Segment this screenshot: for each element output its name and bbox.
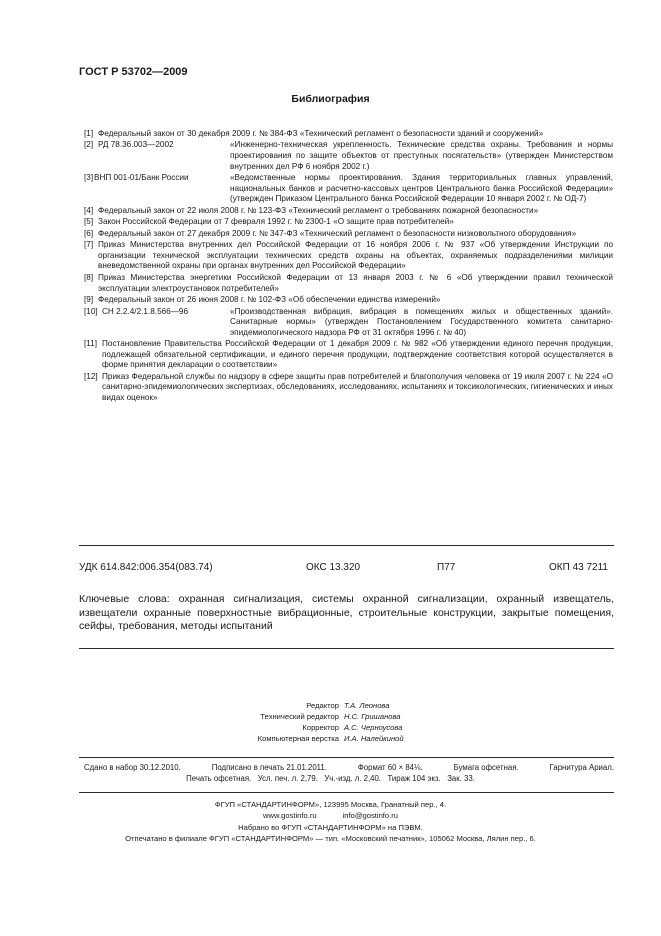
entry-number: [3] bbox=[84, 173, 94, 183]
bibliography-entry bbox=[84, 129, 613, 140]
udk-code: УДК 614.842:006.354(083.74) bbox=[79, 562, 213, 573]
print-info-line: Печать офсетная. Усл. печ. л. 2,79. Уч.-изд. л. 2,40. Тираж 104 экз. Зак. 33. bbox=[186, 774, 475, 783]
entry-code: РД 78.36.003—2002 bbox=[98, 140, 174, 150]
entry-number: [12] bbox=[84, 371, 98, 381]
publisher-address: ФГУП «СТАНДАРТИНФОРМ», 123995 Москва, Гранатный пер., 4. bbox=[214, 800, 447, 809]
bibliography-entry bbox=[84, 372, 613, 404]
staff-row bbox=[0, 733, 661, 744]
divider bbox=[79, 792, 614, 793]
keywords: Ключевые слова: охранная сигнализация, системы охранной сигнализации, охранный извещатель, извещатели охранные поверхностные вибрационные, строительные конструкции, закрытые помещения, сейфы, требования, методы испытаний bbox=[79, 593, 614, 632]
staff-row bbox=[0, 722, 661, 733]
divider bbox=[79, 648, 614, 649]
printing-note: Отпечатано в филиале ФГУП «СТАНДАРТИНФОРМ» — тип. «Московский печатник», 105062 Москва, Лялин пер., 6. bbox=[125, 834, 536, 844]
entry-number: [6] bbox=[84, 228, 94, 238]
entry-text: Федеральный закон от 22 июля 2008 г. № 123-ФЗ «Технический регламент о требованиях пожарной безопасности» bbox=[98, 205, 539, 215]
staff-name: А.С. Черноусова bbox=[344, 723, 403, 732]
divider bbox=[79, 545, 614, 546]
publisher-info bbox=[0, 799, 661, 845]
bibliography-entry bbox=[84, 240, 613, 272]
bibliography-entry bbox=[84, 273, 613, 294]
oks-code: ОКС 13.320 bbox=[306, 562, 361, 573]
p-code: П77 bbox=[437, 562, 456, 573]
staff-name: Т.А. Леонова bbox=[344, 701, 390, 710]
staff-role: Технический редактор bbox=[260, 712, 339, 721]
entry-number: [9] bbox=[84, 295, 94, 305]
document-standard-number: ГОСТ Р 53702—2009 bbox=[79, 66, 188, 78]
typeset-date: Сдано в набор 30.12.2010. bbox=[84, 763, 181, 772]
entry-code: СН 2.2.4/2.1.8.566—96 bbox=[102, 306, 189, 316]
entry-code: ВНП 001-01/Банк России bbox=[94, 173, 189, 183]
signed-date: Подписано в печать 21.01.2011. bbox=[211, 763, 327, 772]
entry-text: «Инженерно-техническая укрепленность. Технические средства охраны. Требования и нормы проектирования по защите объектов от преступных посягательств» (утвержден Министерством внутренних дел РФ 6 ноября 2002 г.) bbox=[230, 140, 613, 171]
page-title: Библиография bbox=[291, 93, 370, 105]
publisher-website[interactable]: www.gostinfo.ru bbox=[262, 811, 317, 821]
bibliography-entry bbox=[84, 295, 613, 306]
divider bbox=[79, 757, 614, 758]
staff-row bbox=[0, 711, 661, 722]
entry-text: Федеральный закон от 27 декабря 2009 г. № 347-ФЗ «Технический регламент о безопасности низковольтного оборудования» bbox=[98, 228, 577, 238]
entry-text: Закон Российской Федерации от 7 февраля 1992 г. № 2300-1 «О защите прав потребителей» bbox=[98, 217, 454, 227]
staff-role: Корректор bbox=[302, 723, 339, 732]
bibliography-entry bbox=[84, 173, 613, 205]
entry-number: [10] bbox=[84, 306, 98, 316]
typeface: Гарнитура Ариал. bbox=[549, 763, 614, 772]
publisher-email[interactable]: info@gostinfo.ru bbox=[342, 811, 399, 821]
entry-text: «Ведомственные нормы проектирования. Здания территориальных главных управлений, национальных банков и расчетно-кассовых центров Центрального банка Российской Федерации» (утвержден Приказом Центрального банка Российской Федерации 10 января 2002 г. № ОД-7) bbox=[230, 173, 613, 204]
bibliography-entry bbox=[84, 217, 613, 228]
bibliography-entry bbox=[84, 307, 613, 339]
format: Формат 60 × 84⅛. bbox=[357, 763, 423, 772]
entry-text: Федеральный закон от 26 июня 2008 г. № 102-ФЗ «Об обеспечении единства измерений» bbox=[98, 295, 441, 305]
staff-name: И.А. Налейкиной bbox=[344, 734, 404, 743]
entry-text: Приказ Министерства внутренних дел Российской Федерации от 16 ноября 2006 г. № 937 «Об утверждении Инструкции по организации технической эксплуатации технических средств охраны на объектах, охраняемых подразделениями милиции вневедомственной охраны при органах внутренних дел Российской Федерации» bbox=[98, 240, 613, 271]
staff-role: Компьютерная верстка bbox=[257, 734, 339, 743]
entry-number: [11] bbox=[84, 339, 98, 349]
entry-number: [2] bbox=[84, 140, 94, 150]
entry-text: Федеральный закон от 30 декабря 2009 г. № 384-ФЗ «Технический регламент о безопасности зданий и сооружений» bbox=[98, 129, 544, 138]
bibliography-entry bbox=[84, 140, 613, 172]
entry-number: [1] bbox=[84, 129, 94, 138]
entry-number: [5] bbox=[84, 217, 94, 227]
entry-number: [7] bbox=[84, 240, 94, 250]
bibliography-entry bbox=[84, 206, 613, 217]
bibliography-entry bbox=[84, 339, 613, 371]
staff-name: Н.С. Гришанова bbox=[344, 712, 401, 721]
bibliography-entry bbox=[84, 229, 613, 240]
print-info-line bbox=[84, 763, 614, 772]
entry-text: Приказ Министерства энергетики Российской Федерации от 13 января 2003 г. № 6 «Об утверждении правил технической эксплуатации электроустановок потребителей» bbox=[98, 272, 613, 293]
paper: Бумага офсетная. bbox=[453, 763, 519, 772]
editorial-staff bbox=[0, 700, 661, 744]
staff-role: Редактор bbox=[306, 701, 339, 710]
entry-number: [8] bbox=[84, 272, 94, 282]
bibliography-list bbox=[84, 129, 613, 405]
okp-code: ОКП 43 7211 bbox=[549, 562, 608, 573]
entry-text: Постановление Правительства Российской Федерации от 1 декабря 2009 г. № 982 «Об утверждении единого перечня продукции, подлежащей обязательной сертификации, и единого перечня продукции, подтверждение соответствия которой осуществляется в форме принятия декларации о соответствии» bbox=[102, 339, 613, 370]
publisher-contacts bbox=[0, 810, 661, 821]
entry-text: Приказ Федеральной службы по надзору в сфере защиты прав потребителей и благополучия человека от 19 июля 2007 г. № 224 «О санитарно-эпидемиологических экспертизах, обследованиях, исследованиях, испытаниях и токсикологических, гигиенических и иных видах оценок» bbox=[102, 371, 613, 403]
entry-number: [4] bbox=[84, 205, 94, 215]
staff-row bbox=[0, 700, 661, 711]
entry-text: «Производственная вибрация, вибрация в помещениях жилых и общественных зданий». Санитарные нормы» (утвержден Постановлением Государственного комитета санитарно-эпидемиологического надзора РФ от 31 октября 1996 г. № 40) bbox=[230, 306, 613, 337]
typesetting-note: Набрано во ФГУП «СТАНДАРТИНФОРМ» на ПЭВМ. bbox=[238, 822, 423, 832]
